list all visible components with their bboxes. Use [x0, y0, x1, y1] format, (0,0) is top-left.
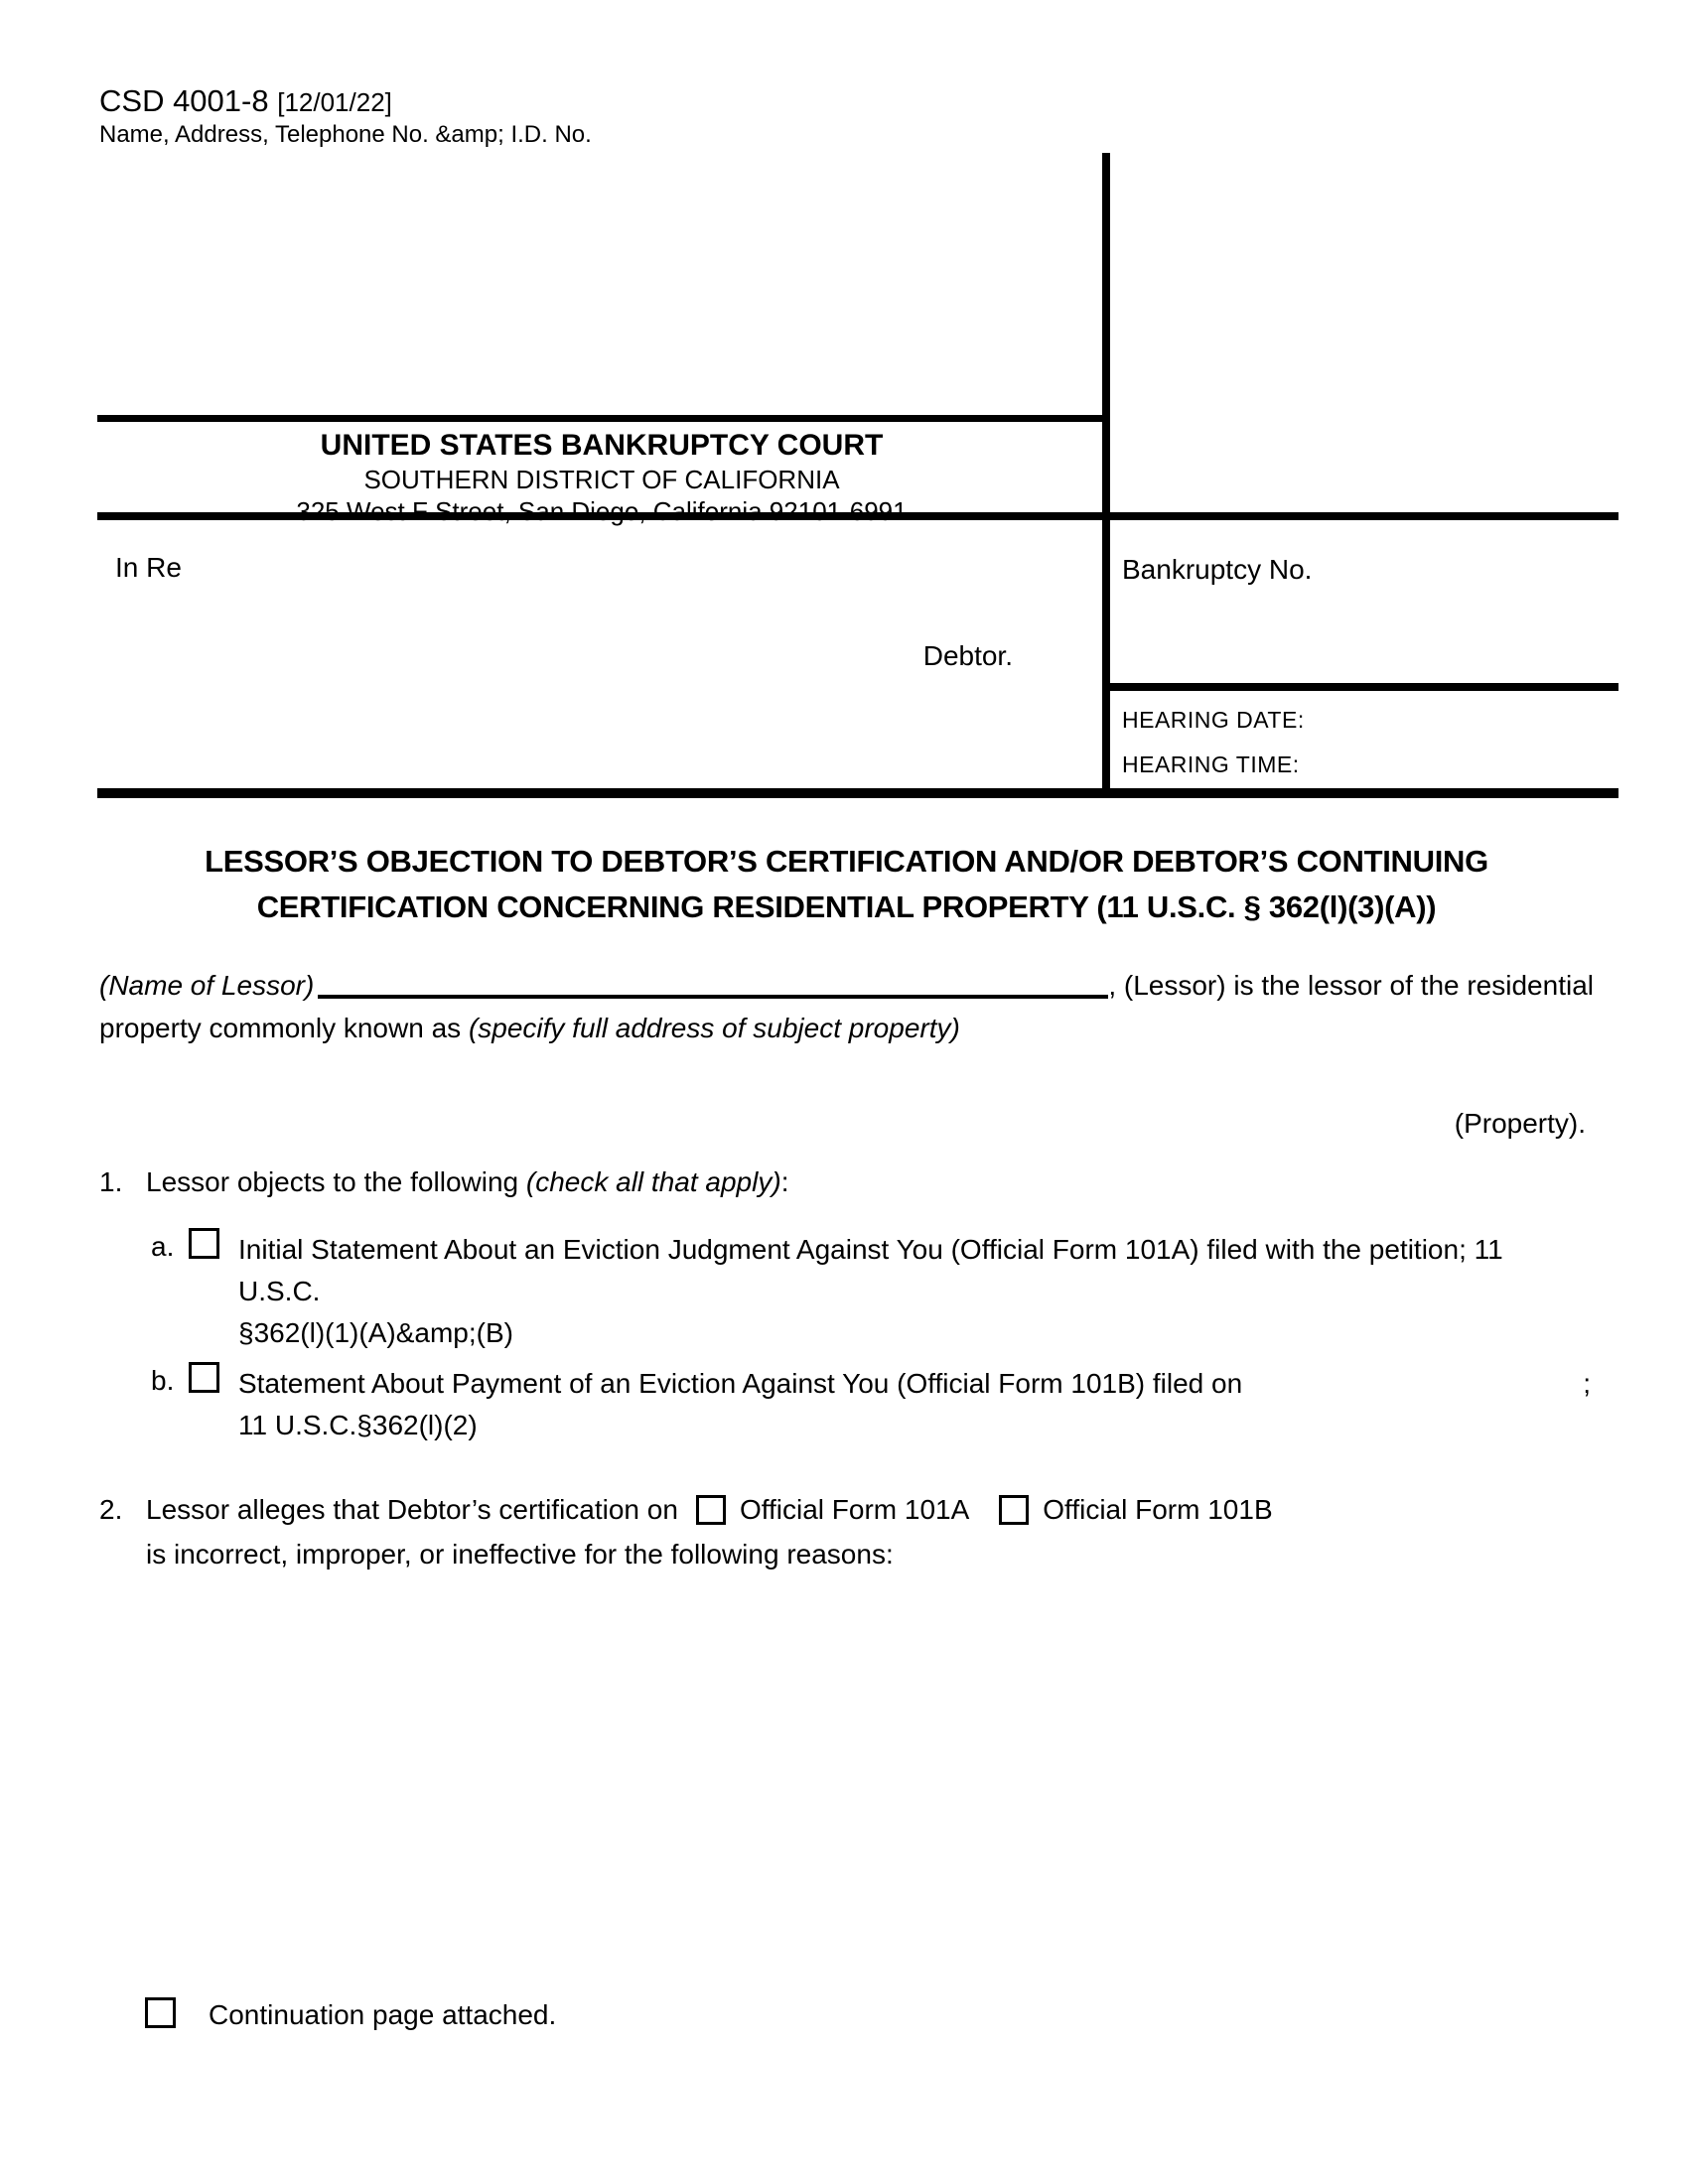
option-a-line2: §362(l)(1)(A)&amp;(B)	[238, 1317, 513, 1348]
hearing-date-label: HEARING DATE:	[1122, 707, 1305, 733]
court-header	[99, 427, 1104, 527]
option-a-letter: a.	[151, 1231, 175, 1262]
document-title-line2: CERTIFICATION CONCERNING RESIDENTIAL PROPERTY (11 U.S.C. § 362(l)(3)(A))	[256, 889, 1437, 924]
item-2	[99, 1494, 1273, 1575]
option-b-letter: b.	[151, 1365, 175, 1396]
option-a-line1: Initial Statement About an Eviction Judgment Against You (Official Form 101A) filed with the petition; 11 U.S.C.	[238, 1234, 1503, 1306]
option-b-text	[238, 1363, 1591, 1446]
property-address-field[interactable]	[99, 1052, 1589, 1108]
option-b-checkbox[interactable]	[189, 1362, 219, 1393]
hearing-divider-rule	[1102, 683, 1618, 691]
reasons-text-area[interactable]	[147, 1588, 1589, 1966]
form-revision-date: [12/01/22]	[277, 87, 392, 117]
option-b-semicolon: ;	[1583, 1368, 1591, 1399]
option-a-text	[238, 1229, 1591, 1354]
court-header-top-rule	[97, 415, 1110, 422]
court-district: SOUTHERN DISTRICT OF CALIFORNIA	[363, 465, 840, 494]
continuation-label: Continuation page attached.	[209, 1999, 557, 2030]
court-address: 325 West F Street, San Diego, California 92101-6991	[296, 496, 908, 526]
item-2-text: Lessor alleges that Debtor’s certification on	[146, 1494, 678, 1525]
name-address-label: Name, Address, Telephone No. &amp; I.D. No.	[99, 121, 592, 148]
intro-line2-italic: (specify full address of subject property)	[468, 1013, 960, 1043]
item-1-text: Lessor objects to the following	[146, 1166, 526, 1197]
document-title	[99, 839, 1594, 930]
court-name: UNITED STATES BANKRUPTCY COURT	[320, 429, 884, 462]
item-2-number: 2.	[99, 1494, 123, 1525]
official-form-101b-checkbox[interactable]	[999, 1495, 1029, 1525]
official-form-101a-label: Official Form 101A	[739, 1494, 970, 1525]
property-label: (Property).	[1454, 1108, 1586, 1139]
item-1-number: 1.	[99, 1166, 123, 1197]
hearing-date-field[interactable]	[1321, 703, 1609, 739]
bankruptcy-no-field[interactable]	[1321, 554, 1609, 594]
caption-bottom-rule	[97, 788, 1618, 798]
lessor-name-field[interactable]	[318, 965, 1108, 999]
continuation-checkbox[interactable]	[145, 1997, 176, 2028]
option-b-line1: Statement About Payment of an Eviction Against You (Official Form 101B) filed on	[238, 1368, 1243, 1399]
in-re-label: In Re	[115, 552, 182, 583]
hearing-time-label: HEARING TIME:	[1122, 751, 1300, 777]
bankruptcy-no-label: Bankruptcy No.	[1122, 554, 1313, 585]
intro-line1	[99, 965, 1594, 1002]
item-1	[99, 1166, 788, 1198]
intro-after-blank-text: , (Lessor) is the lessor of the residential	[1108, 970, 1594, 1001]
intro-line2	[99, 1013, 960, 1044]
item-1-italic: (check all that apply)	[525, 1166, 781, 1197]
official-form-101a-checkbox[interactable]	[696, 1495, 726, 1525]
intro-line2-text: property commonly known as	[99, 1013, 469, 1043]
debtor-name-field[interactable]	[149, 596, 993, 635]
debtor-label: Debtor.	[922, 640, 1013, 671]
filed-on-date-field[interactable]	[1242, 1363, 1583, 1405]
option-b-line2: 11 U.S.C.§362(l)(2)	[238, 1410, 478, 1440]
official-form-101b-label: Official Form 101B	[1043, 1494, 1273, 1525]
option-a-checkbox[interactable]	[189, 1228, 219, 1259]
form-number: CSD 4001-8	[99, 83, 269, 118]
name-of-lessor-label: (Name of Lessor)	[99, 970, 315, 1001]
item-2-line2: is incorrect, improper, or ineffective for the following reasons:	[146, 1539, 894, 1570]
hearing-time-field[interactable]	[1321, 748, 1609, 783]
item-1-colon: :	[780, 1166, 789, 1197]
form-number-line	[99, 83, 392, 119]
document-title-line1: LESSOR’S OBJECTION TO DEBTOR’S CERTIFICATION AND/OR DEBTOR’S CONTINUING	[205, 844, 1488, 879]
